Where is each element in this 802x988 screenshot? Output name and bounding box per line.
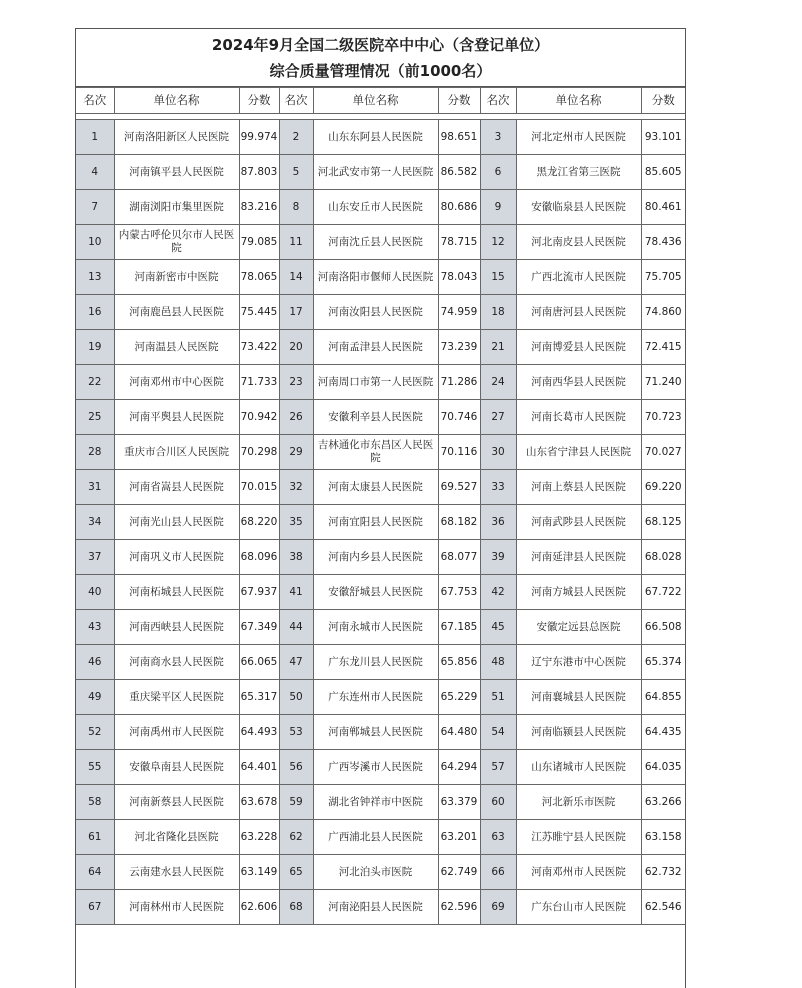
- score-cell: 78.715: [438, 225, 480, 260]
- rank-cell: 31: [76, 470, 114, 505]
- hospital-name-cell: 河南商水县人民医院: [114, 645, 239, 680]
- hospital-name-cell: 广西岑溪市人民医院: [313, 750, 438, 785]
- rank-cell: 21: [480, 330, 516, 365]
- table-row: [76, 785, 685, 820]
- hospital-name-cell: 河南上蔡县人民医院: [516, 470, 641, 505]
- hospital-name-cell: 河北武安市第一人民医院: [313, 155, 438, 190]
- header-name: 单位名称: [516, 88, 641, 114]
- hospital-name-cell: 重庆市合川区人民医院: [114, 435, 239, 470]
- hospital-name-cell: 安徽利辛县人民医院: [313, 400, 438, 435]
- score-cell: 80.686: [438, 190, 480, 225]
- header-rank: 名次: [279, 88, 313, 114]
- hospital-name-cell: 河北定州市人民医院: [516, 120, 641, 155]
- table-row: [76, 435, 685, 470]
- score-cell: 70.746: [438, 400, 480, 435]
- score-cell: 71.240: [641, 365, 685, 400]
- score-cell: 71.286: [438, 365, 480, 400]
- hospital-name-cell: 河南新蔡县人民医院: [114, 785, 239, 820]
- score-cell: 63.266: [641, 785, 685, 820]
- rank-cell: 59: [279, 785, 313, 820]
- rank-cell: 28: [76, 435, 114, 470]
- score-cell: 99.974: [239, 120, 279, 155]
- table-row: [76, 120, 685, 155]
- rank-cell: 20: [279, 330, 313, 365]
- hospital-name-cell: 广西浦北县人民医院: [313, 820, 438, 855]
- rank-cell: 64: [76, 855, 114, 890]
- score-cell: 69.220: [641, 470, 685, 505]
- hospital-name-cell: 河南新密市中医院: [114, 260, 239, 295]
- score-cell: 67.349: [239, 610, 279, 645]
- header-score: 分数: [641, 88, 685, 114]
- score-cell: 74.860: [641, 295, 685, 330]
- score-cell: 70.015: [239, 470, 279, 505]
- rank-cell: 37: [76, 540, 114, 575]
- hospital-name-cell: 山东东阿县人民医院: [313, 120, 438, 155]
- score-cell: 70.116: [438, 435, 480, 470]
- table-row: [76, 225, 685, 260]
- rank-cell: 66: [480, 855, 516, 890]
- hospital-name-cell: 河南方城县人民医院: [516, 575, 641, 610]
- rank-cell: 43: [76, 610, 114, 645]
- rank-cell: 12: [480, 225, 516, 260]
- score-cell: 64.493: [239, 715, 279, 750]
- rank-cell: 60: [480, 785, 516, 820]
- score-cell: 62.732: [641, 855, 685, 890]
- table-row: [76, 295, 685, 330]
- rank-cell: 7: [76, 190, 114, 225]
- rank-cell: 17: [279, 295, 313, 330]
- rank-cell: 1: [76, 120, 114, 155]
- score-cell: 98.651: [438, 120, 480, 155]
- score-cell: 80.461: [641, 190, 685, 225]
- hospital-name-cell: 山东诸城市人民医院: [516, 750, 641, 785]
- rank-cell: 15: [480, 260, 516, 295]
- hospital-name-cell: 湖南浏阳市集里医院: [114, 190, 239, 225]
- score-cell: 63.379: [438, 785, 480, 820]
- score-cell: 93.101: [641, 120, 685, 155]
- score-cell: 65.229: [438, 680, 480, 715]
- score-cell: 64.294: [438, 750, 480, 785]
- hospital-name-cell: 河南太康县人民医院: [313, 470, 438, 505]
- rank-cell: 53: [279, 715, 313, 750]
- rank-cell: 18: [480, 295, 516, 330]
- hospital-name-cell: 山东安丘市人民医院: [313, 190, 438, 225]
- header-name: 单位名称: [313, 88, 438, 114]
- score-cell: 83.216: [239, 190, 279, 225]
- score-cell: 65.317: [239, 680, 279, 715]
- header-rank: 名次: [76, 88, 114, 114]
- hospital-name-cell: 湖北省钟祥市中医院: [313, 785, 438, 820]
- rank-cell: 44: [279, 610, 313, 645]
- score-cell: 64.480: [438, 715, 480, 750]
- header-row: [76, 88, 685, 114]
- header-rank: 名次: [480, 88, 516, 114]
- table-row: [76, 330, 685, 365]
- score-cell: 85.605: [641, 155, 685, 190]
- rank-cell: 24: [480, 365, 516, 400]
- hospital-name-cell: 河南延津县人民医院: [516, 540, 641, 575]
- hospital-name-cell: 河南周口市第一人民医院: [313, 365, 438, 400]
- hospital-name-cell: 广东连州市人民医院: [313, 680, 438, 715]
- table-row: [76, 400, 685, 435]
- hospital-name-cell: 重庆梁平区人民医院: [114, 680, 239, 715]
- rank-cell: 69: [480, 890, 516, 925]
- score-cell: 75.705: [641, 260, 685, 295]
- hospital-name-cell: 河南宜阳县人民医院: [313, 505, 438, 540]
- hospital-name-cell: 河南光山县人民医院: [114, 505, 239, 540]
- score-cell: 78.436: [641, 225, 685, 260]
- score-cell: 67.753: [438, 575, 480, 610]
- header-name: 单位名称: [114, 88, 239, 114]
- hospital-name-cell: 河南邓州市中心医院: [114, 365, 239, 400]
- score-cell: 68.220: [239, 505, 279, 540]
- hospital-name-cell: 安徽定远县总医院: [516, 610, 641, 645]
- rank-cell: 29: [279, 435, 313, 470]
- hospital-name-cell: 广东台山市人民医院: [516, 890, 641, 925]
- score-cell: 63.678: [239, 785, 279, 820]
- hospital-name-cell: 江苏睢宁县人民医院: [516, 820, 641, 855]
- hospital-name-cell: 河南林州市人民医院: [114, 890, 239, 925]
- header-score: 分数: [438, 88, 480, 114]
- score-cell: 70.298: [239, 435, 279, 470]
- hospital-name-cell: 内蒙古呼伦贝尔市人民医院: [114, 225, 239, 260]
- score-cell: 65.374: [641, 645, 685, 680]
- hospital-name-cell: 河南永城市人民医院: [313, 610, 438, 645]
- table-row: [76, 540, 685, 575]
- score-cell: 66.065: [239, 645, 279, 680]
- rank-cell: 48: [480, 645, 516, 680]
- rank-cell: 41: [279, 575, 313, 610]
- rank-cell: 63: [480, 820, 516, 855]
- hospital-name-cell: 云南建水县人民医院: [114, 855, 239, 890]
- header-score: 分数: [239, 88, 279, 114]
- hospital-name-cell: 河南平舆县人民医院: [114, 400, 239, 435]
- score-cell: 67.185: [438, 610, 480, 645]
- rank-cell: 51: [480, 680, 516, 715]
- rank-cell: 19: [76, 330, 114, 365]
- score-cell: 78.065: [239, 260, 279, 295]
- rank-cell: 46: [76, 645, 114, 680]
- hospital-name-cell: 河北新乐市医院: [516, 785, 641, 820]
- hospital-name-cell: 河南鹿邑县人民医院: [114, 295, 239, 330]
- score-cell: 68.096: [239, 540, 279, 575]
- rank-cell: 8: [279, 190, 313, 225]
- hospital-name-cell: 河南内乡县人民医院: [313, 540, 438, 575]
- rank-cell: 11: [279, 225, 313, 260]
- rank-cell: 38: [279, 540, 313, 575]
- hospital-name-cell: 河南温县人民医院: [114, 330, 239, 365]
- rank-cell: 58: [76, 785, 114, 820]
- score-cell: 87.803: [239, 155, 279, 190]
- rank-cell: 61: [76, 820, 114, 855]
- rank-cell: 49: [76, 680, 114, 715]
- ranking-table: [76, 87, 685, 925]
- hospital-name-cell: 河南洛阳市偃师人民医院: [313, 260, 438, 295]
- table-row: [76, 155, 685, 190]
- hospital-name-cell: 河南长葛市人民医院: [516, 400, 641, 435]
- table-row: [76, 645, 685, 680]
- hospital-name-cell: 河南汝阳县人民医院: [313, 295, 438, 330]
- table-row: [76, 575, 685, 610]
- rank-cell: 25: [76, 400, 114, 435]
- title-line-2: 综合质量管理情况（前1000名）: [269, 62, 492, 80]
- hospital-name-cell: 河南巩义市人民医院: [114, 540, 239, 575]
- table-row: [76, 820, 685, 855]
- document-title: [76, 29, 685, 87]
- score-cell: 63.149: [239, 855, 279, 890]
- score-cell: 68.077: [438, 540, 480, 575]
- rank-cell: 16: [76, 295, 114, 330]
- hospital-name-cell: 河南洛阳新区人民医院: [114, 120, 239, 155]
- title-line-1: 2024年9月全国二级医院卒中中心（含登记单位）: [211, 36, 550, 54]
- rank-cell: 62: [279, 820, 313, 855]
- score-cell: 64.035: [641, 750, 685, 785]
- rank-cell: 68: [279, 890, 313, 925]
- hospital-name-cell: 河南沈丘县人民医院: [313, 225, 438, 260]
- rank-cell: 22: [76, 365, 114, 400]
- ranking-sheet: [75, 28, 686, 988]
- score-cell: 73.422: [239, 330, 279, 365]
- rank-cell: 34: [76, 505, 114, 540]
- rank-cell: 5: [279, 155, 313, 190]
- hospital-name-cell: 吉林通化市东昌区人民医院: [313, 435, 438, 470]
- score-cell: 67.937: [239, 575, 279, 610]
- table-row: [76, 190, 685, 225]
- score-cell: 75.445: [239, 295, 279, 330]
- table-row: [76, 680, 685, 715]
- rank-cell: 57: [480, 750, 516, 785]
- rank-cell: 55: [76, 750, 114, 785]
- rank-cell: 39: [480, 540, 516, 575]
- score-cell: 68.028: [641, 540, 685, 575]
- score-cell: 73.239: [438, 330, 480, 365]
- hospital-name-cell: 山东省宁津县人民医院: [516, 435, 641, 470]
- score-cell: 65.856: [438, 645, 480, 680]
- hospital-name-cell: 河南禹州市人民医院: [114, 715, 239, 750]
- rank-cell: 45: [480, 610, 516, 645]
- score-cell: 62.749: [438, 855, 480, 890]
- hospital-name-cell: 河南西华县人民医院: [516, 365, 641, 400]
- score-cell: 70.723: [641, 400, 685, 435]
- table-row: [76, 260, 685, 295]
- hospital-name-cell: 河北省隆化县医院: [114, 820, 239, 855]
- score-cell: 63.201: [438, 820, 480, 855]
- rank-cell: 50: [279, 680, 313, 715]
- table-row: [76, 610, 685, 645]
- score-cell: 72.415: [641, 330, 685, 365]
- hospital-name-cell: 河南临颍县人民医院: [516, 715, 641, 750]
- rank-cell: 2: [279, 120, 313, 155]
- score-cell: 70.942: [239, 400, 279, 435]
- score-cell: 70.027: [641, 435, 685, 470]
- rank-cell: 52: [76, 715, 114, 750]
- hospital-name-cell: 河南襄城县人民医院: [516, 680, 641, 715]
- hospital-name-cell: 广东龙川县人民医院: [313, 645, 438, 680]
- rank-cell: 3: [480, 120, 516, 155]
- score-cell: 67.722: [641, 575, 685, 610]
- score-cell: 68.125: [641, 505, 685, 540]
- hospital-name-cell: 河南西峡县人民医院: [114, 610, 239, 645]
- rank-cell: 9: [480, 190, 516, 225]
- hospital-name-cell: 广西北流市人民医院: [516, 260, 641, 295]
- rank-cell: 54: [480, 715, 516, 750]
- hospital-name-cell: 河南郸城县人民医院: [313, 715, 438, 750]
- score-cell: 62.606: [239, 890, 279, 925]
- score-cell: 74.959: [438, 295, 480, 330]
- rank-cell: 10: [76, 225, 114, 260]
- hospital-name-cell: 辽宁东港市中心医院: [516, 645, 641, 680]
- score-cell: 68.182: [438, 505, 480, 540]
- hospital-name-cell: 河南武陟县人民医院: [516, 505, 641, 540]
- table-body: [76, 114, 685, 925]
- score-cell: 69.527: [438, 470, 480, 505]
- hospital-name-cell: 黑龙江省第三医院: [516, 155, 641, 190]
- score-cell: 78.043: [438, 260, 480, 295]
- hospital-name-cell: 河南镇平县人民医院: [114, 155, 239, 190]
- rank-cell: 6: [480, 155, 516, 190]
- score-cell: 62.546: [641, 890, 685, 925]
- rank-cell: 65: [279, 855, 313, 890]
- table-row: [76, 715, 685, 750]
- score-cell: 79.085: [239, 225, 279, 260]
- rank-cell: 33: [480, 470, 516, 505]
- hospital-name-cell: 河南柘城县人民医院: [114, 575, 239, 610]
- hospital-name-cell: 河南泌阳县人民医院: [313, 890, 438, 925]
- table-row: [76, 470, 685, 505]
- rank-cell: 14: [279, 260, 313, 295]
- rank-cell: 23: [279, 365, 313, 400]
- table-row: [76, 505, 685, 540]
- hospital-name-cell: 河北南皮县人民医院: [516, 225, 641, 260]
- hospital-name-cell: 安徽阜南县人民医院: [114, 750, 239, 785]
- hospital-name-cell: 河北泊头市医院: [313, 855, 438, 890]
- score-cell: 86.582: [438, 155, 480, 190]
- score-cell: 62.596: [438, 890, 480, 925]
- score-cell: 66.508: [641, 610, 685, 645]
- table-row: [76, 365, 685, 400]
- hospital-name-cell: 安徽临泉县人民医院: [516, 190, 641, 225]
- score-cell: 64.855: [641, 680, 685, 715]
- rank-cell: 26: [279, 400, 313, 435]
- score-cell: 64.401: [239, 750, 279, 785]
- hospital-name-cell: 河南省嵩县人民医院: [114, 470, 239, 505]
- rank-cell: 35: [279, 505, 313, 540]
- hospital-name-cell: 河南唐河县人民医院: [516, 295, 641, 330]
- rank-cell: 27: [480, 400, 516, 435]
- rank-cell: 36: [480, 505, 516, 540]
- rank-cell: 67: [76, 890, 114, 925]
- score-cell: 63.158: [641, 820, 685, 855]
- table-row: [76, 750, 685, 785]
- hospital-name-cell: 河南孟津县人民医院: [313, 330, 438, 365]
- rank-cell: 13: [76, 260, 114, 295]
- score-cell: 71.733: [239, 365, 279, 400]
- score-cell: 63.228: [239, 820, 279, 855]
- table-row: [76, 890, 685, 925]
- rank-cell: 4: [76, 155, 114, 190]
- table-row: [76, 855, 685, 890]
- hospital-name-cell: 安徽舒城县人民医院: [313, 575, 438, 610]
- score-cell: 64.435: [641, 715, 685, 750]
- rank-cell: 30: [480, 435, 516, 470]
- hospital-name-cell: 河南邓州市人民医院: [516, 855, 641, 890]
- rank-cell: 56: [279, 750, 313, 785]
- rank-cell: 47: [279, 645, 313, 680]
- rank-cell: 42: [480, 575, 516, 610]
- rank-cell: 32: [279, 470, 313, 505]
- hospital-name-cell: 河南博爱县人民医院: [516, 330, 641, 365]
- rank-cell: 40: [76, 575, 114, 610]
